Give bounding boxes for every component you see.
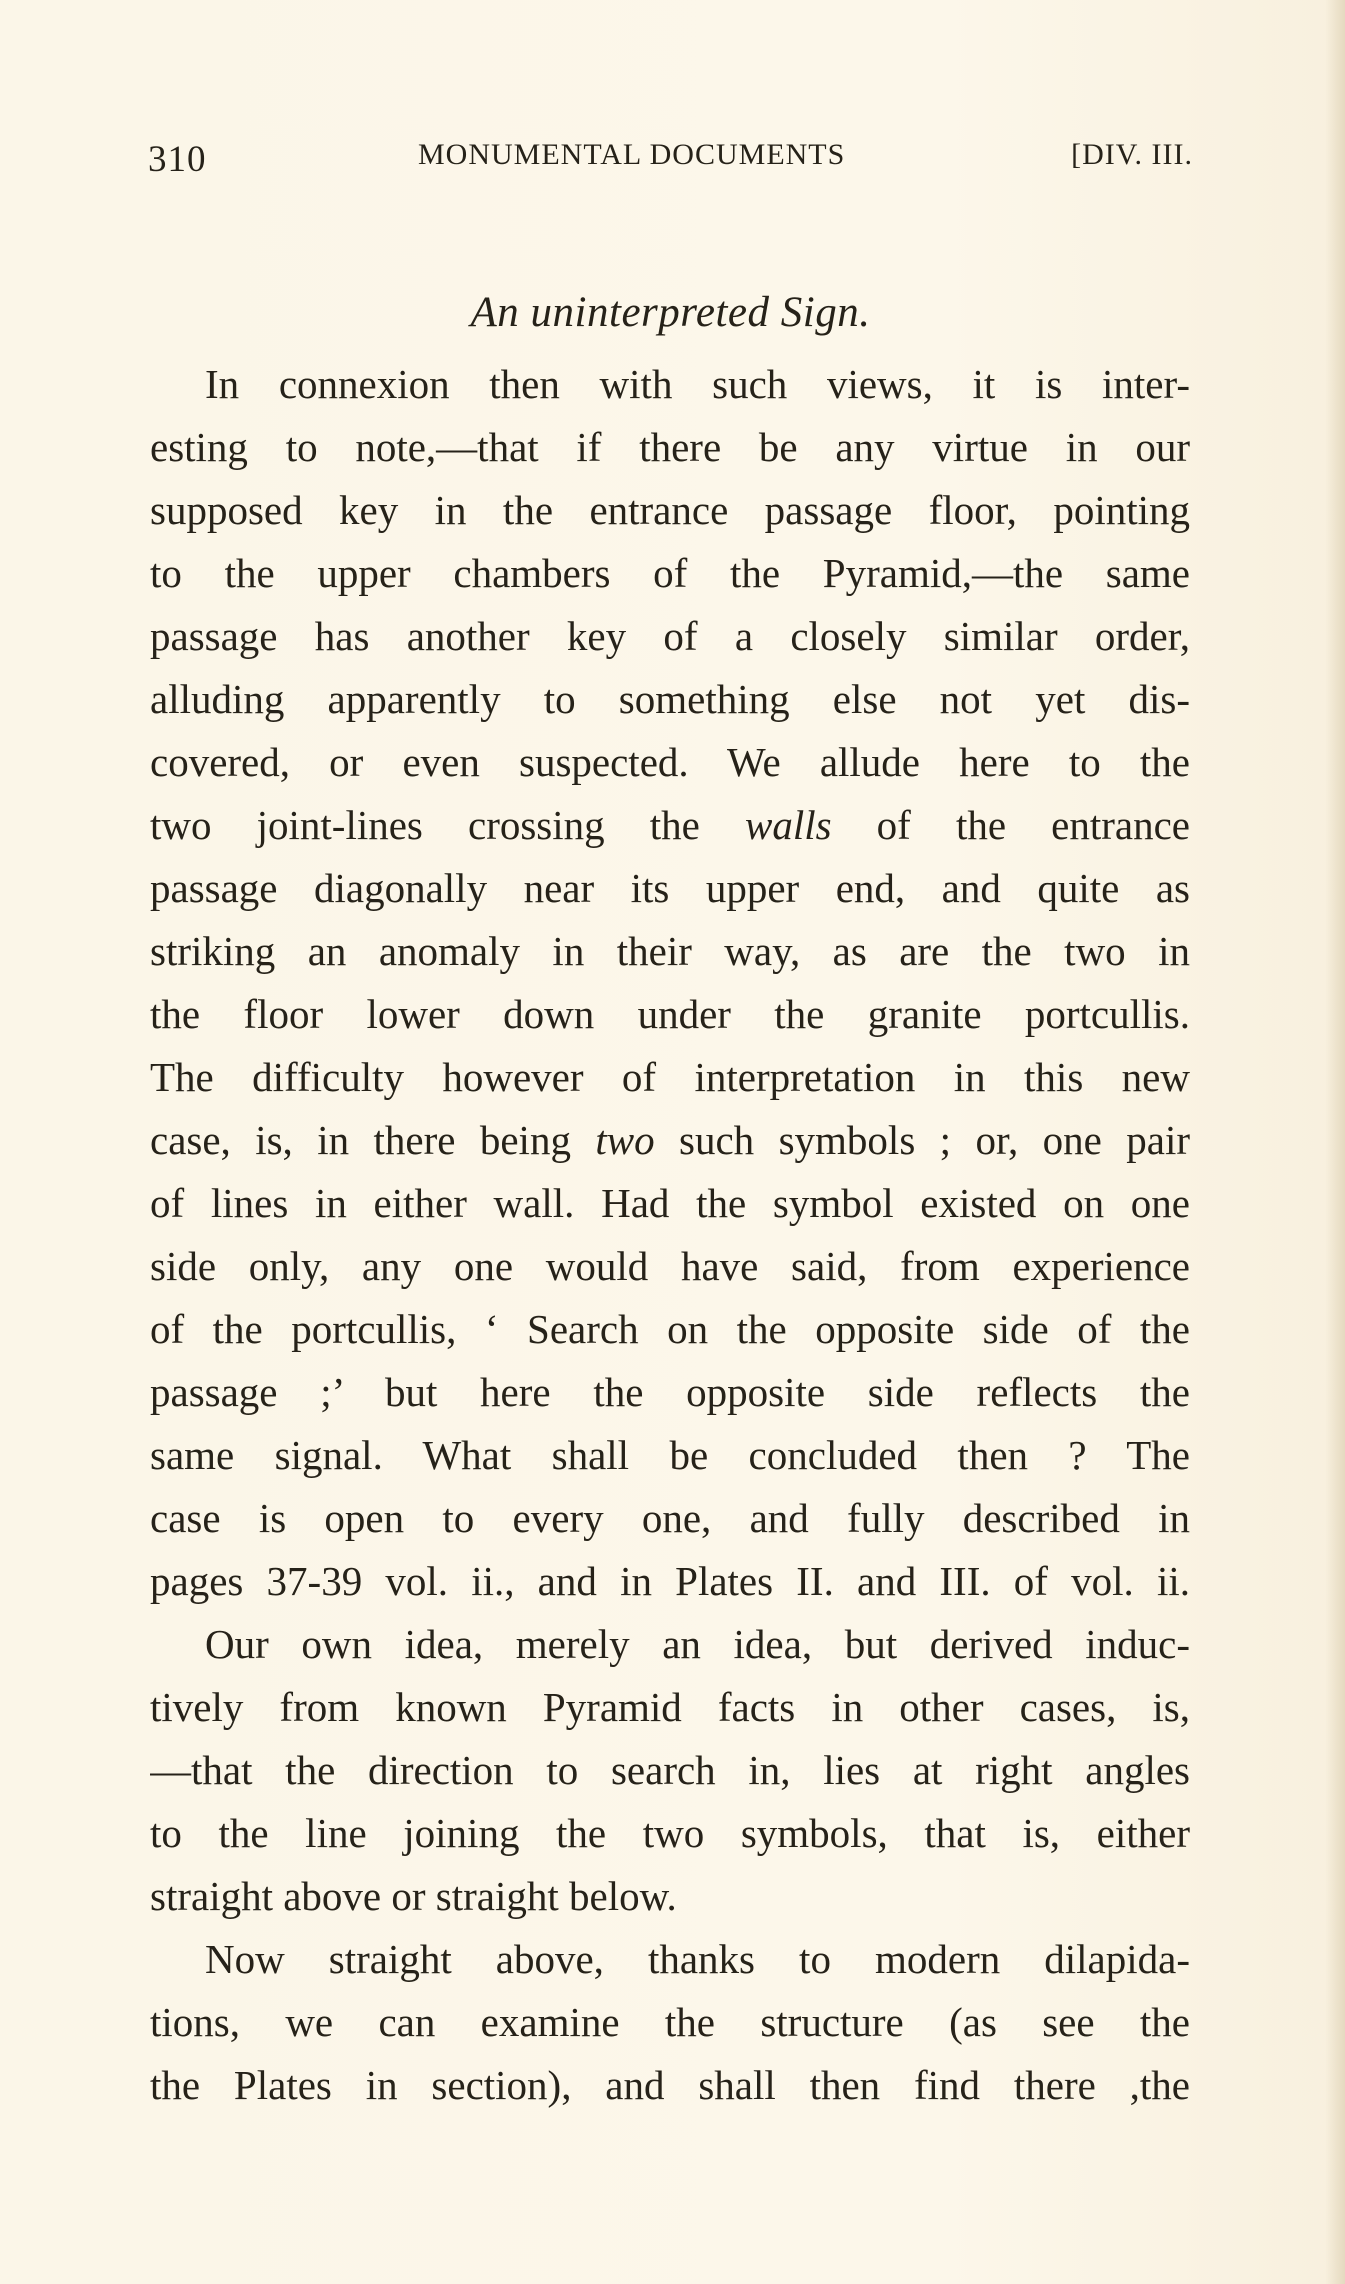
text-line: to the upper chambers of the Pyramid,—the same [150, 550, 1190, 596]
text-line: The difficulty however of interpretation in this new [150, 1054, 1190, 1100]
text-line [150, 1109, 1190, 1172]
text-line: to the line joining the two symbols, that is, either [150, 1810, 1190, 1856]
division-label: [DIV. III. [1071, 138, 1193, 171]
text-line: passage has another key of a closely similar order, [150, 613, 1190, 659]
text-line: —that the direction to search in, lies at right angles [150, 1747, 1190, 1793]
running-title: MONUMENTAL DOCUMENTS [418, 138, 846, 171]
text-line: supposed key in the entrance passage floor, pointing [150, 487, 1190, 533]
italic-word: walls [744, 802, 832, 848]
section-title: An uninterpreted Sign. [470, 289, 871, 336]
text-line: the Plates in section), and shall then find there ,the [150, 2062, 1190, 2108]
page-number: 310 [148, 139, 207, 180]
text-segment: case, is, in there being [150, 1117, 596, 1163]
text-line: straight above or straight below. [150, 1873, 677, 1919]
italic-word: two [595, 1117, 655, 1163]
text-line: case is open to every one, and fully described in [150, 1495, 1190, 1541]
text-line: covered, or even suspected. We allude here to the [150, 739, 1190, 785]
page-edge-shadow [1325, 0, 1345, 2284]
text-line: striking an anomaly in their way, as are the two in [150, 928, 1190, 974]
text-line: of the portcullis, ‘ Search on the opposite side of the [150, 1306, 1190, 1352]
text-line: tions, we can examine the structure (as see the [150, 1999, 1190, 2045]
text-segment: such symbols ; or, one pair [654, 1117, 1190, 1163]
text-line: passage diagonally near its upper end, and quite as [150, 865, 1190, 911]
text-line: Our own idea, merely an idea, but derived induc- [205, 1621, 1190, 1667]
text-line: esting to note,—that if there be any virtue in our [150, 424, 1190, 470]
text-line: In connexion then with such views, it is inter- [205, 361, 1190, 407]
running-header [148, 138, 1193, 188]
text-line: alluding apparently to something else not yet dis- [150, 676, 1190, 722]
text-segment: two joint-lines crossing the [150, 802, 745, 848]
text-line: tively from known Pyramid facts in other cases, is, [150, 1684, 1190, 1730]
body-text [150, 353, 1190, 2117]
text-line: the floor lower down under the granite portcullis. [150, 991, 1190, 1037]
text-line: side only, any one would have said, from experience [150, 1243, 1190, 1289]
text-line: passage ;’ but here the opposite side reflects the [150, 1369, 1190, 1415]
text-line: of lines in either wall. Had the symbol existed on one [150, 1180, 1190, 1226]
text-line: Now straight above, thanks to modern dilapida- [205, 1936, 1190, 1982]
text-line: same signal. What shall be concluded then ? The [150, 1432, 1190, 1478]
text-line: pages 37-39 vol. ii., and in Plates II. and III. of vol. ii. [150, 1558, 1190, 1604]
text-line [150, 794, 1190, 857]
text-segment: of the entrance [831, 802, 1190, 848]
